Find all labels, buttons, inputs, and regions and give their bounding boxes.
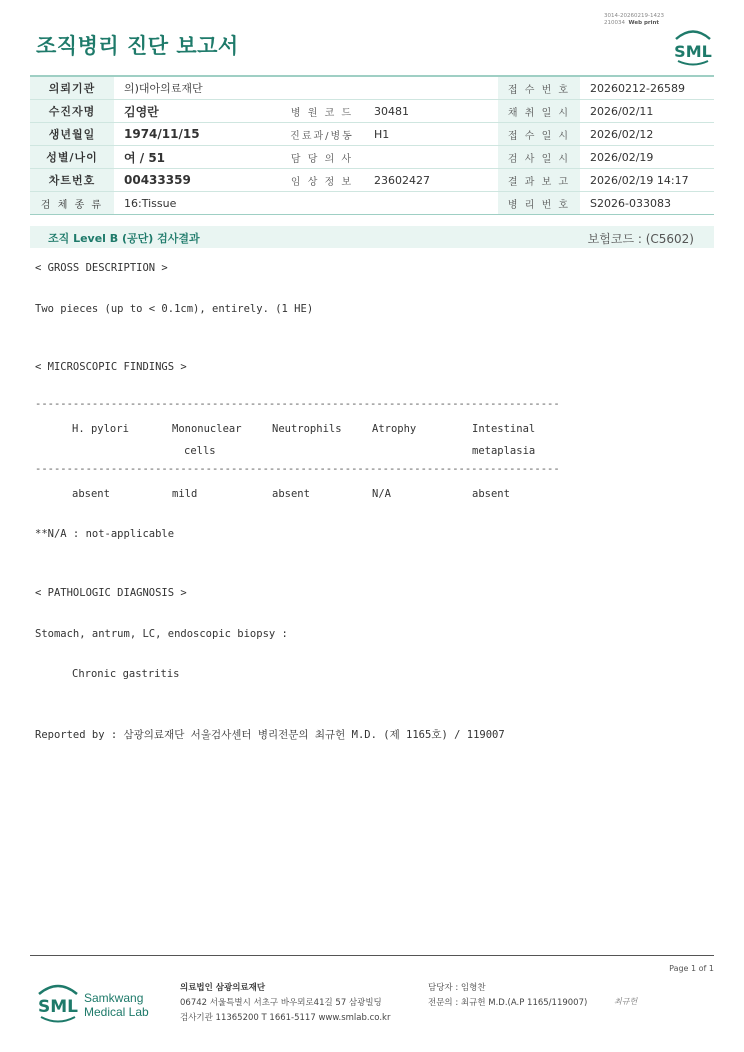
info-label: 접 수 일 시 xyxy=(498,123,580,146)
info-value: 16:Tissue xyxy=(114,192,280,215)
info-label: 채 취 일 시 xyxy=(498,100,580,123)
footer-address: 06742 서울특별시 서초구 바우뫼로41길 57 삼광빌딩 xyxy=(180,998,382,1008)
info-row xyxy=(30,76,714,100)
info-value: 00433359 xyxy=(114,169,280,192)
findings-col-header: Intestinal xyxy=(472,423,536,435)
findings-value: N/A xyxy=(372,488,391,500)
info-row xyxy=(30,146,714,169)
footer-specialist-label: 전문의 : xyxy=(428,998,459,1008)
findings-col-header: Atrophy xyxy=(372,423,417,435)
findings-col-header-line2: metaplasia xyxy=(472,445,536,457)
logo-top-text: SML xyxy=(674,42,712,61)
section-title: 조직 Level B (공단) 검사결과 xyxy=(48,232,200,245)
info-value: 23602427 xyxy=(364,169,498,192)
footer-specialist xyxy=(428,996,587,1008)
info-label: 결 과 보 고 xyxy=(498,169,580,192)
footer-logo xyxy=(36,980,156,1030)
footer-staff-name: 임형찬 xyxy=(460,983,486,993)
info-label: 병 원 코 드 xyxy=(280,100,364,123)
diag-heading: < PATHOLOGIC DIAGNOSIS > xyxy=(35,587,187,599)
info-label xyxy=(280,76,364,100)
page-number: Page 1 of 1 xyxy=(669,964,714,973)
findings-col-header: Neutrophils xyxy=(272,423,342,435)
info-label: 검 체 종 류 xyxy=(30,192,114,215)
svg-text:Medical Lab: Medical Lab xyxy=(84,1005,149,1019)
footer-staff xyxy=(428,981,486,993)
print-mode: Web print xyxy=(628,20,660,26)
info-value: 2026/02/19 xyxy=(580,146,714,169)
sml-logo-icon xyxy=(670,24,716,66)
info-row xyxy=(30,169,714,192)
print-code-line1: 3014-20260219-1423 xyxy=(604,13,664,19)
info-value: H1 xyxy=(364,123,498,146)
info-value: S2026-033083 xyxy=(580,192,714,215)
print-code xyxy=(604,13,664,27)
page-title: 조직병리 진단 보고서 xyxy=(36,34,239,58)
reported-by: Reported by : 삼광의료재단 서울검사센터 병리전문의 최규헌 M.D. (제 1165호) / 119007 xyxy=(35,729,505,741)
info-label: 수진자명 xyxy=(30,100,114,123)
info-label: 진료과/병동 xyxy=(280,123,364,146)
info-value xyxy=(364,192,498,215)
info-value xyxy=(364,76,498,100)
svg-text:SML: SML xyxy=(38,997,78,1017)
findings-value: absent xyxy=(72,488,110,500)
findings-col-header: H. pylori xyxy=(72,423,129,435)
info-value xyxy=(364,146,498,169)
diag-site: Stomach, antrum, LC, endoscopic biopsy : xyxy=(35,628,288,640)
findings-col-header: Mononuclear xyxy=(172,423,242,435)
info-label: 병 리 번 호 xyxy=(498,192,580,215)
info-value: 20260212-26589 xyxy=(580,76,714,100)
info-label: 임 상 정 보 xyxy=(280,169,364,192)
findings-value: mild xyxy=(172,488,198,500)
info-value: 2026/02/12 xyxy=(580,123,714,146)
footer-divider xyxy=(30,955,714,956)
info-value: 여 / 51 xyxy=(114,146,280,169)
info-value: 1974/11/15 xyxy=(114,123,280,146)
info-value: 의)대아의료재단 xyxy=(114,76,280,100)
micro-heading: < MICROSCOPIC FINDINGS > xyxy=(35,361,187,373)
info-label: 담 당 의 사 xyxy=(280,146,364,169)
table-rule-mid: ----------------------------------------------------------------------------------- xyxy=(35,463,560,475)
info-row xyxy=(30,123,714,146)
table-rule-top: ----------------------------------------------------------------------------------- xyxy=(35,398,560,410)
info-row xyxy=(30,100,714,123)
findings-value: absent xyxy=(472,488,510,500)
na-note: **N/A : not-applicable xyxy=(35,528,175,540)
gross-heading: < GROSS DESCRIPTION > xyxy=(35,262,168,274)
footer-org-name: 의료법인 삼광의료재단 xyxy=(180,983,266,993)
info-value: 2026/02/19 14:17 xyxy=(580,169,714,192)
insurance-code: 보험코드 : (C5602) xyxy=(587,232,694,246)
info-label: 성별/나이 xyxy=(30,146,114,169)
gross-text: Two pieces (up to < 0.1cm), entirely. (1 HE) xyxy=(35,303,314,315)
diag-result: Chronic gastritis xyxy=(72,668,180,680)
footer-contact: 검사기관 11365200 T 1661-5117 www.smlab.co.kr xyxy=(180,1013,391,1023)
findings-col-header-line2: cells xyxy=(184,445,216,457)
footer-staff-label: 담당자 : xyxy=(428,983,459,993)
info-value: 30481 xyxy=(364,100,498,123)
svg-text:Samkwang: Samkwang xyxy=(84,991,144,1005)
print-code-line2: 210034 xyxy=(604,20,625,26)
info-label: 생년월일 xyxy=(30,123,114,146)
signature: 최규헌 xyxy=(614,997,638,1006)
info-value: 김영란 xyxy=(114,100,280,123)
info-label: 접 수 번 호 xyxy=(498,76,580,100)
findings-value: absent xyxy=(272,488,310,500)
info-label xyxy=(280,192,364,215)
patient-info-table xyxy=(30,75,714,215)
footer-specialist-name: 최규헌 M.D.(A.P 1165/119007) xyxy=(460,998,588,1008)
info-label: 차트번호 xyxy=(30,169,114,192)
info-label: 의뢰기관 xyxy=(30,76,114,100)
sml-footer-logo-icon xyxy=(36,980,156,1026)
info-label: 검 사 일 시 xyxy=(498,146,580,169)
info-row xyxy=(30,192,714,215)
info-value: 2026/02/11 xyxy=(580,100,714,123)
